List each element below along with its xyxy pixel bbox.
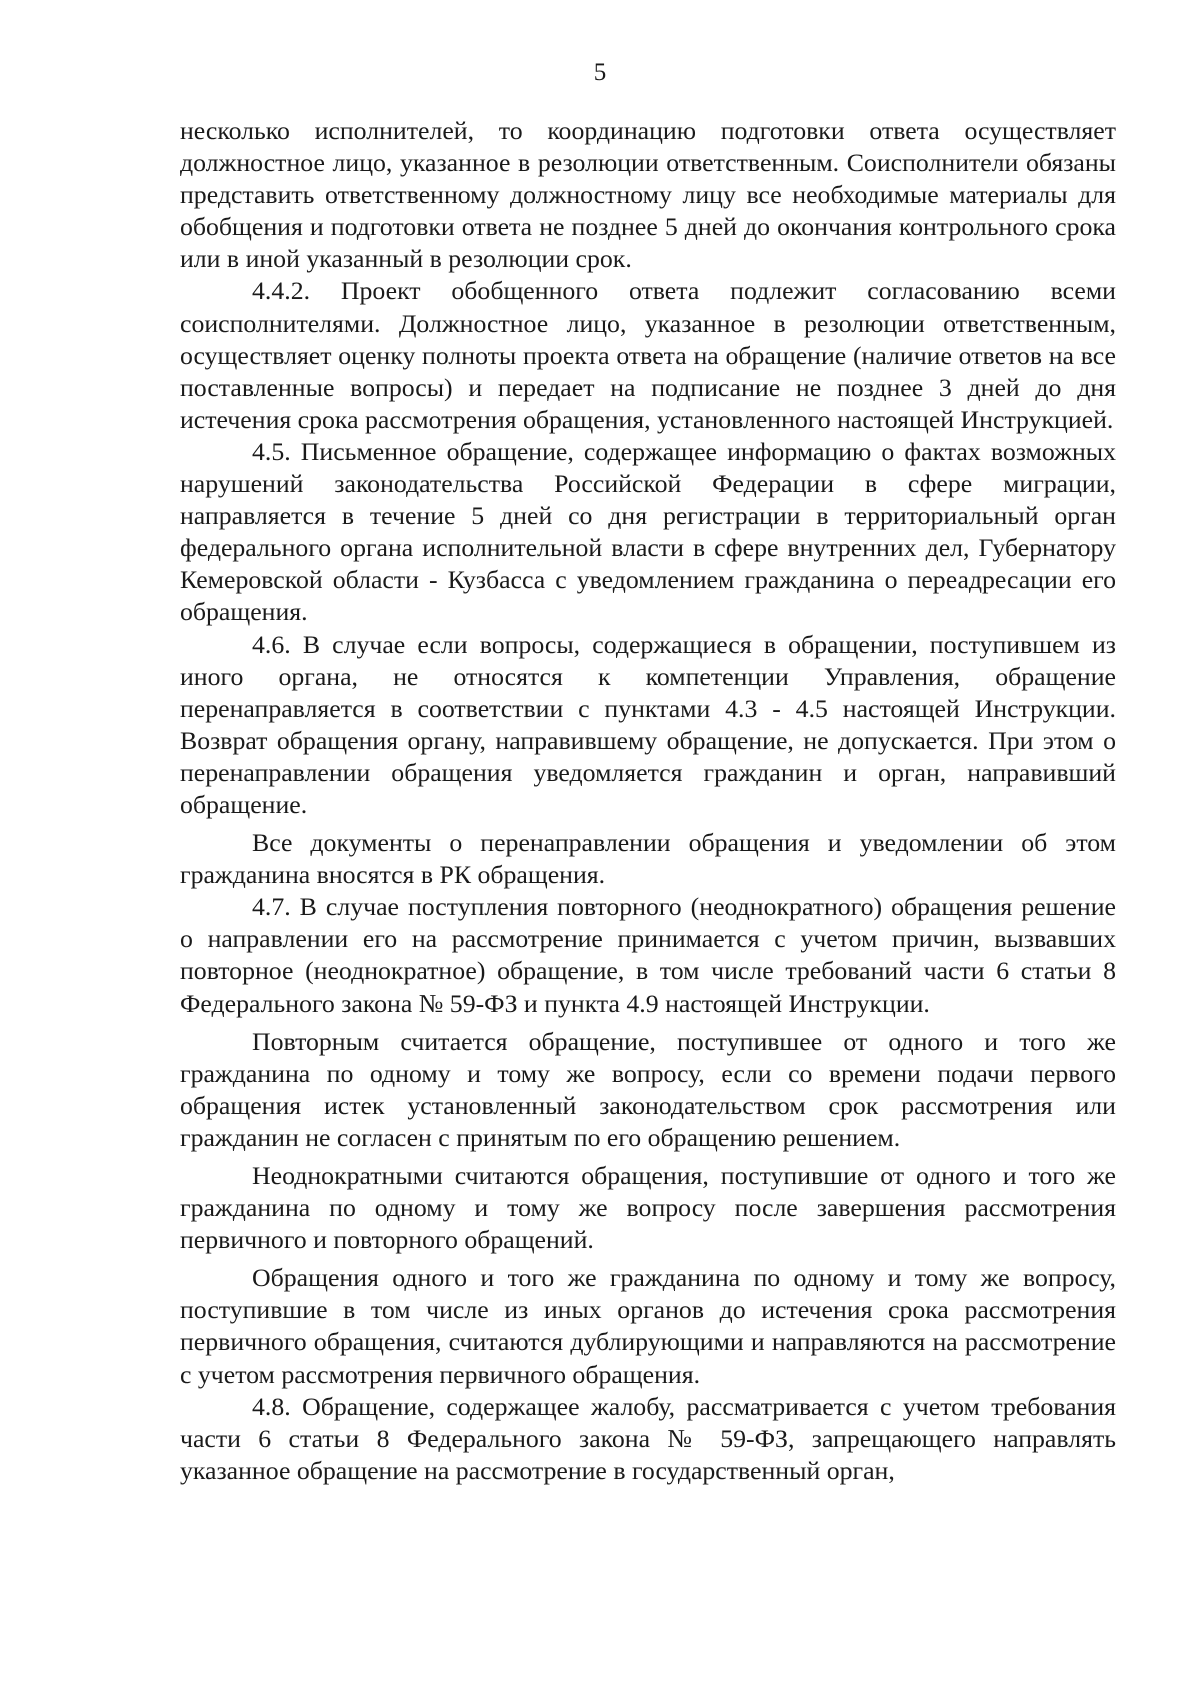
page-number: 5 xyxy=(593,59,607,86)
paragraph-4-6: 4.6. В случае если вопросы, содержащиеся в обращении, поступившем из иного органа, не относятся к компетенции Управления, обращение перенаправляется в соответствии с пунктами 4.3 - 4.5 настоящей Инструкции. Возврат обращения органу, направившему обращение, не допускается. При этом о перенаправлении обращения уведомляется гражданин и орган, направивший обращение. xyxy=(180,629,1116,819)
paragraph-repeated-definition: Повторным считается обращение, поступившее от одного и того же гражданина по одному и тому же вопросу, если со времени подачи первого обращения истек установленный законодательством срок рассмотрения или гражданин не согласен с принятым по его обращению решением. xyxy=(180,1026,1116,1152)
paragraph-4-8: 4.8. Обращение, содержащее жалобу, рассматривается с учетом требования части 6 статьи 8 Федерального закона № 59-ФЗ, запрещающего направлять указанное обращение на рассмотрение в государственный орган, xyxy=(180,1391,1116,1485)
paragraph-multiple-definition: Неоднократными считаются обращения, поступившие от одного и того же гражданина по одному и тому же вопросу после завершения рассмотрения первичного и повторного обращений. xyxy=(180,1161,1116,1255)
paragraph-duplicate-definition: Обращения одного и того же гражданина по одному и тому же вопросу, поступившие в том числе из иных органов до истечения срока рассмотрения первичного обращения, считаются дублирующими и направляются на рассмотрение с учетом рассмотрения первичного обращения. xyxy=(180,1263,1116,1389)
paragraph-4-4-2: 4.4.2. Проект обобщенного ответа подлежит согласованию всеми соисполнителями. Должностное лицо, указанное в резолюции ответственным, осуществляет оценку полноты проекта ответа на обращение (наличие ответов на все поставленные вопросы) и передает на подписание не позднее 3 дней до дня истечения срока рассмотрения обращения, установленного настоящей Инструкцией. xyxy=(180,276,1116,434)
paragraph-continuation: несколько исполнителей, то координацию подготовки ответа осуществляет должностное лицо, указанное в резолюции ответственным. Соисполнители обязаны представить ответственному должностному лицу все необходимые материалы для обобщения и подготовки ответа не позднее 5 дней до окончания контрольного срока или в иной указанный в резолюции срок. xyxy=(180,116,1116,274)
paragraph-4-5: 4.5. Письменное обращение, содержащее информацию о фактах возможных нарушений законодательства Российской Федерации в сфере миграции, направляется в течение 5 дней со дня регистрации в территориальный орган федерального органа исполнительной власти в сфере внутренних дел, Губернатору Кемеровской области - Кузбасса с уведомлением гражданина о переадресации его обращения. xyxy=(180,436,1116,627)
paragraph-4-7: 4.7. В случае поступления повторного (неоднократного) обращения решение о направлении его на рассмотрение принимается с учетом причин, вызвавших повторное (неоднократное) обращение, в том числе требований части 6 статьи 8 Федерального закона № 59-ФЗ и пункта 4.9 настоящей Инструкции. xyxy=(180,892,1116,1018)
paragraph-documents: Все документы о перенаправлении обращения и уведомлении об этом гражданина вносятся в РК обращения. xyxy=(180,828,1116,890)
document-body xyxy=(180,115,1116,1487)
